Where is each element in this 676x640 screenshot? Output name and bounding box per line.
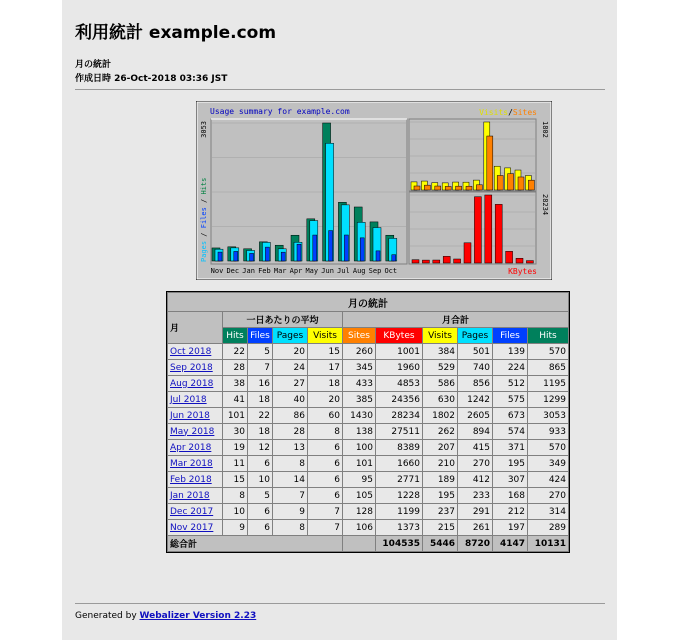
value-cell: 105 (343, 488, 375, 503)
value-cell: 575 (493, 392, 527, 407)
bar-kbytes-apr (464, 243, 471, 263)
value-cell: 385 (343, 392, 375, 407)
graph-title-prefix: Usage summary for (210, 107, 297, 116)
month-label-dec: Dec (226, 267, 240, 275)
value-cell: 28 (223, 360, 247, 375)
total-value-cell: 8720 (458, 536, 492, 551)
month-link[interactable]: Dec 2017 (170, 506, 214, 517)
value-cell: 24356 (376, 392, 422, 407)
value-cell: 16 (248, 376, 272, 391)
bar-sites-apr (466, 186, 472, 190)
visits-legend (479, 108, 537, 117)
value-cell: 17 (308, 360, 342, 375)
bar-sites-nov (414, 186, 420, 190)
col-header-pages: Pages (273, 328, 307, 343)
table-row (168, 488, 568, 503)
month-link[interactable]: Aug 2018 (170, 378, 214, 389)
value-cell: 6 (248, 456, 272, 471)
month-cell (168, 488, 222, 503)
month-link[interactable]: Jul 2018 (170, 394, 207, 405)
month-link[interactable]: Mar 2018 (170, 458, 213, 469)
value-cell: 18 (248, 392, 272, 407)
value-cell: 22 (248, 408, 272, 423)
col-header-kbytes: KBytes (376, 328, 422, 343)
value-cell: 1802 (423, 408, 457, 423)
value-cell: 10 (223, 504, 247, 519)
month-cell (168, 472, 222, 487)
value-cell: 314 (528, 504, 568, 519)
column-header-row (168, 328, 568, 343)
month-cell (168, 376, 222, 391)
bar-files-mar (281, 252, 285, 261)
value-cell: 8 (308, 424, 342, 439)
value-cell: 384 (423, 344, 457, 359)
table-row (168, 392, 568, 407)
value-cell: 168 (493, 488, 527, 503)
value-cell: 933 (528, 424, 568, 439)
value-cell: 101 (343, 456, 375, 471)
graph-title (210, 107, 350, 116)
bar-kbytes-jan (433, 260, 440, 263)
value-cell: 289 (528, 520, 568, 535)
month-cell (168, 408, 222, 423)
value-cell: 28234 (376, 408, 422, 423)
bar-kbytes-nov (412, 260, 419, 263)
table-caption: 月の統計 (168, 293, 568, 311)
value-cell: 8 (273, 520, 307, 535)
value-cell: 13 (273, 440, 307, 455)
bar-sites-aug (508, 174, 514, 190)
value-cell: 18 (308, 376, 342, 391)
value-cell: 415 (458, 440, 492, 455)
value-cell: 8 (223, 488, 247, 503)
value-cell: 27 (273, 376, 307, 391)
value-cell: 894 (458, 424, 492, 439)
value-cell: 40 (273, 392, 307, 407)
value-cell: 529 (423, 360, 457, 375)
value-cell: 139 (493, 344, 527, 359)
value-cell: 5 (248, 344, 272, 359)
month-link[interactable]: Jun 2018 (170, 410, 210, 421)
visits-y-max: 1802 (541, 121, 549, 138)
col-header-hits: Hits (223, 328, 247, 343)
value-cell: 260 (343, 344, 375, 359)
value-cell: 574 (493, 424, 527, 439)
total-value-cell: 10131 (528, 536, 568, 551)
value-cell: 41 (223, 392, 247, 407)
value-cell: 371 (493, 440, 527, 455)
value-cell: 345 (343, 360, 375, 375)
value-cell: 424 (528, 472, 568, 487)
value-cell: 1960 (376, 360, 422, 375)
value-cell: 106 (343, 520, 375, 535)
value-cell: 100 (343, 440, 375, 455)
value-cell: 865 (528, 360, 568, 375)
bar-kbytes-mar (454, 259, 461, 263)
value-cell: 1242 (458, 392, 492, 407)
usage-summary-graph (196, 101, 552, 280)
value-cell: 38 (223, 376, 247, 391)
month-cell (168, 504, 222, 519)
value-cell: 349 (528, 456, 568, 471)
value-cell: 2605 (458, 408, 492, 423)
value-cell: 1195 (528, 376, 568, 391)
month-link[interactable]: Sep 2018 (170, 362, 213, 373)
value-cell: 10 (248, 472, 272, 487)
value-cell: 740 (458, 360, 492, 375)
bar-kbytes-jul (495, 204, 502, 263)
kbytes-legend: KBytes (508, 267, 537, 276)
col-header-sites: Sites (343, 328, 375, 343)
value-cell: 95 (343, 472, 375, 487)
monthly-stats-table (166, 291, 570, 553)
month-cell (168, 456, 222, 471)
value-cell: 14 (273, 472, 307, 487)
month-link[interactable]: Feb 2018 (170, 474, 212, 485)
value-cell: 11 (223, 456, 247, 471)
value-cell: 7 (308, 504, 342, 519)
month-cell (168, 344, 222, 359)
bar-files-jan (250, 253, 254, 261)
value-cell: 18 (248, 424, 272, 439)
table-row (168, 424, 568, 439)
value-cell: 210 (423, 456, 457, 471)
table-row (168, 456, 568, 471)
visits-legend-sites: Sites (512, 108, 537, 117)
bar-sites-sep (518, 177, 524, 190)
total-blank-cell (343, 536, 375, 551)
month-link[interactable]: Jan 2018 (170, 490, 210, 501)
value-cell: 3053 (528, 408, 568, 423)
value-cell: 570 (528, 440, 568, 455)
value-cell: 2771 (376, 472, 422, 487)
bar-sites-may (476, 185, 482, 190)
value-cell: 207 (423, 440, 457, 455)
monthly-total-header: 月合計 (343, 312, 568, 327)
col-header-visits: Visits (423, 328, 457, 343)
bar-kbytes-sep (516, 258, 523, 263)
value-cell: 1228 (376, 488, 422, 503)
col-header-files: Files (248, 328, 272, 343)
generated-date: 作成日時 26-Oct-2018 03:36 JST (75, 74, 228, 84)
kbytes-y-max: 28234 (541, 194, 549, 216)
month-link[interactable]: May 2018 (170, 426, 215, 437)
visits-legend-visits: Visits (479, 108, 509, 117)
bar-files-aug (360, 238, 364, 261)
value-cell: 7 (308, 520, 342, 535)
col-header-hits: Hits (528, 328, 568, 343)
page-subtitle: 月の統計 (75, 60, 112, 70)
value-cell: 8389 (376, 440, 422, 455)
value-cell: 60 (308, 408, 342, 423)
month-label-apr: Apr (289, 267, 303, 275)
value-cell: 215 (423, 520, 457, 535)
left-y-label-hits: Hits (200, 177, 208, 195)
month-label-may: May (305, 267, 319, 275)
month-label-nov: Nov (210, 267, 224, 275)
visits-legend-sep: / (508, 108, 513, 117)
value-cell: 570 (528, 344, 568, 359)
value-cell: 5 (248, 488, 272, 503)
value-cell: 197 (493, 520, 527, 535)
bar-files-oct (392, 255, 396, 261)
value-cell: 6 (248, 520, 272, 535)
month-label-jan: Jan (242, 267, 255, 275)
bar-kbytes-oct (526, 261, 533, 263)
value-cell: 307 (493, 472, 527, 487)
value-cell: 1660 (376, 456, 422, 471)
bar-sites-oct (528, 180, 534, 190)
total-value-cell: 4147 (493, 536, 527, 551)
value-cell: 189 (423, 472, 457, 487)
daily-avg-header: 一日あたりの平均 (223, 312, 342, 327)
bottom-divider (75, 603, 605, 604)
value-cell: 291 (458, 504, 492, 519)
month-label-feb: Feb (258, 267, 271, 275)
month-label-aug: Aug (352, 267, 366, 275)
bar-sites-feb (445, 186, 451, 190)
bar-files-sep (376, 251, 380, 261)
totals-row (168, 536, 568, 551)
bar-kbytes-may (474, 197, 481, 263)
bar-sites-jan (435, 186, 441, 190)
month-label-oct: Oct (384, 267, 398, 275)
value-cell: 501 (458, 344, 492, 359)
value-cell: 12 (248, 440, 272, 455)
bar-files-jun (329, 231, 333, 261)
value-cell: 128 (343, 504, 375, 519)
value-cell: 1430 (343, 408, 375, 423)
col-header-pages: Pages (458, 328, 492, 343)
value-cell: 6 (248, 504, 272, 519)
value-cell: 673 (493, 408, 527, 423)
table-row (168, 440, 568, 455)
value-cell: 412 (458, 472, 492, 487)
value-cell: 101 (223, 408, 247, 423)
value-cell: 138 (343, 424, 375, 439)
value-cell: 9 (273, 504, 307, 519)
table-row (168, 504, 568, 519)
value-cell: 195 (423, 488, 457, 503)
value-cell: 1001 (376, 344, 422, 359)
total-value-cell: 104535 (376, 536, 422, 551)
value-cell: 856 (458, 376, 492, 391)
value-cell: 15 (308, 344, 342, 359)
bar-files-dec (234, 251, 238, 261)
bar-kbytes-feb (443, 256, 450, 263)
month-cell (168, 440, 222, 455)
month-link[interactable]: Oct 2018 (170, 346, 212, 357)
left-y-label-sep1: / (200, 228, 208, 241)
value-cell: 224 (493, 360, 527, 375)
value-cell: 7 (273, 488, 307, 503)
value-cell: 630 (423, 392, 457, 407)
month-cell (168, 392, 222, 407)
bar-sites-mar (456, 186, 462, 190)
value-cell: 237 (423, 504, 457, 519)
left-y-label (200, 178, 208, 262)
value-cell: 233 (458, 488, 492, 503)
value-cell: 6 (308, 472, 342, 487)
month-label-jun: Jun (321, 267, 334, 275)
bar-sites-jun (487, 136, 493, 190)
value-cell: 19 (223, 440, 247, 455)
left-y-label-pages: Pages (200, 240, 208, 262)
month-cell (168, 520, 222, 535)
bar-files-nov (218, 252, 222, 261)
bar-sites-dec (424, 185, 430, 190)
month-label-mar: Mar (273, 267, 287, 275)
bar-kbytes-dec (422, 260, 429, 263)
month-label-sep: Sep (368, 267, 382, 275)
table-row (168, 408, 568, 423)
value-cell: 6 (308, 488, 342, 503)
value-cell: 1299 (528, 392, 568, 407)
value-cell: 433 (343, 376, 375, 391)
month-cell (168, 424, 222, 439)
value-cell: 86 (273, 408, 307, 423)
table-row (168, 520, 568, 535)
bar-files-feb (265, 247, 269, 261)
col-header-files: Files (493, 328, 527, 343)
value-cell: 24 (273, 360, 307, 375)
month-label-jul: Jul (337, 267, 350, 275)
bar-files-may (313, 235, 317, 261)
month-cell (168, 360, 222, 375)
table-row (168, 376, 568, 391)
value-cell: 30 (223, 424, 247, 439)
value-cell: 9 (223, 520, 247, 535)
bar-sites-jul (497, 175, 503, 190)
col-header-visits: Visits (308, 328, 342, 343)
left-y-label-files: Files (200, 207, 208, 229)
left-y-label-sep2: / (200, 194, 208, 208)
value-cell: 1199 (376, 504, 422, 519)
value-cell: 20 (273, 344, 307, 359)
value-cell: 212 (493, 504, 527, 519)
webalizer-link[interactable]: Webalizer Version 2.23 (139, 611, 257, 621)
value-cell: 270 (528, 488, 568, 503)
graph-title-site: example.com (296, 107, 350, 116)
value-cell: 22 (223, 344, 247, 359)
value-cell: 262 (423, 424, 457, 439)
value-cell: 512 (493, 376, 527, 391)
value-cell: 4853 (376, 376, 422, 391)
bar-kbytes-jun (485, 195, 492, 263)
bar-files-apr (297, 244, 301, 261)
page-content (62, 0, 617, 640)
value-cell: 6 (308, 456, 342, 471)
value-cell: 261 (458, 520, 492, 535)
value-cell: 7 (248, 360, 272, 375)
bar-files-jul (344, 235, 348, 261)
total-value-cell: 5446 (423, 536, 457, 551)
value-cell: 586 (423, 376, 457, 391)
value-cell: 8 (273, 456, 307, 471)
footer-prefix: Generated by (75, 611, 140, 621)
top-divider (75, 89, 605, 90)
value-cell: 15 (223, 472, 247, 487)
footer (75, 611, 256, 621)
table-row (168, 344, 568, 359)
value-cell: 27511 (376, 424, 422, 439)
total-label: 総合計 (168, 536, 342, 551)
table-row (168, 472, 568, 487)
page-title: 利用統計 example.com (75, 23, 277, 43)
value-cell: 195 (493, 456, 527, 471)
value-cell: 28 (273, 424, 307, 439)
month-column-header: 月 (168, 312, 222, 343)
bar-kbytes-aug (506, 251, 513, 263)
value-cell: 6 (308, 440, 342, 455)
month-link[interactable]: Apr 2018 (170, 442, 212, 453)
value-cell: 270 (458, 456, 492, 471)
table-row (168, 360, 568, 375)
value-cell: 20 (308, 392, 342, 407)
value-cell: 1373 (376, 520, 422, 535)
month-link[interactable]: Nov 2017 (170, 522, 214, 533)
left-y-max: 3053 (200, 121, 208, 138)
